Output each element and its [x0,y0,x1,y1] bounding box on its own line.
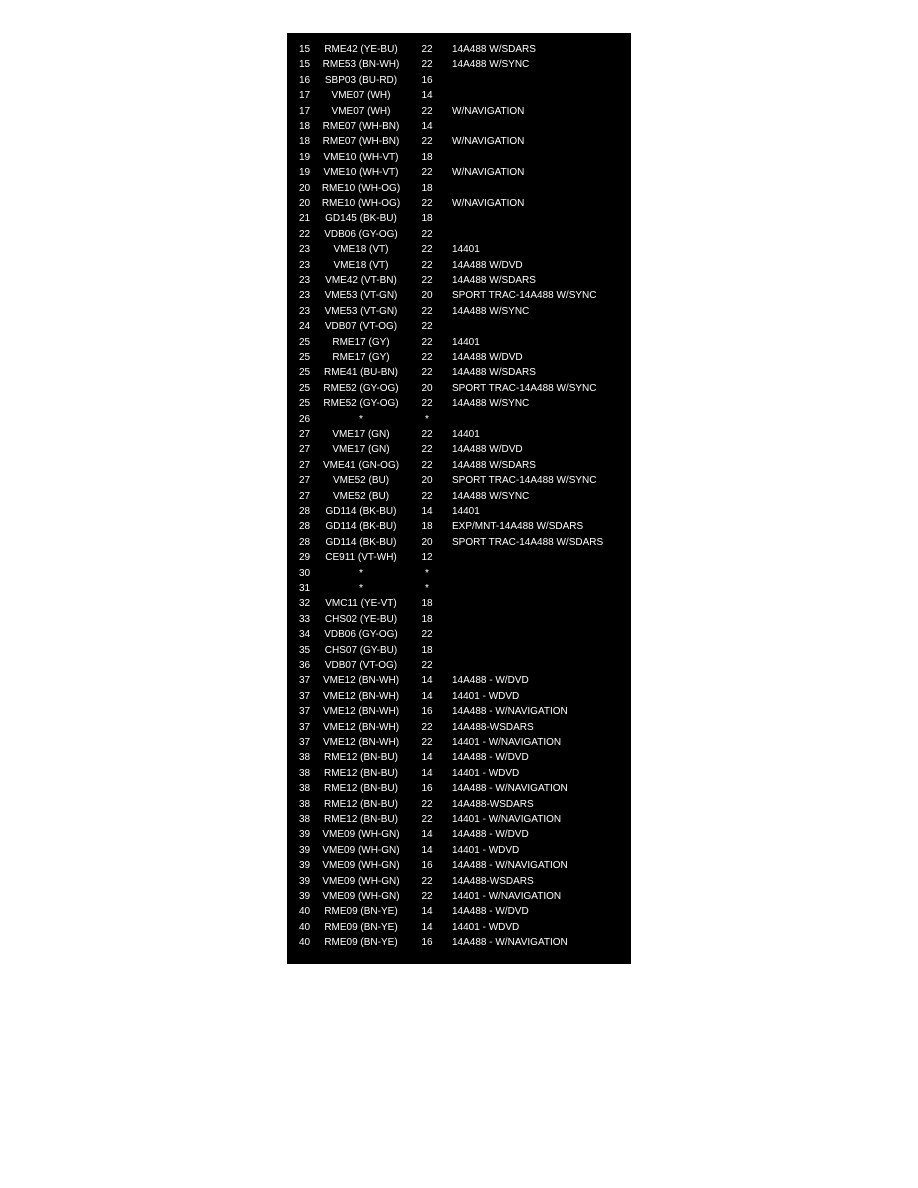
table-row [287,720,631,735]
circuit-cell: RME07 (WH-BN) [322,121,400,132]
pin-number-cell: 27 [299,490,311,502]
table-row [287,273,631,288]
option-cell: 14A488 - W/DVD [452,906,529,918]
option-cell: 14A488 W/SDARS [452,44,536,55]
table-row [287,596,631,611]
wire-gauge-cell: 22 [421,429,433,440]
wire-gauge-cell: * [425,567,429,579]
circuit-cell: VME18 (VT) [333,244,389,256]
wire-gauge-cell: 22 [421,444,433,456]
pin-number-cell: 29 [299,552,311,564]
table-row [287,612,631,627]
table-row [287,134,631,149]
option-cell: 14A488 - W/DVD [452,752,529,764]
pin-number-cell: 40 [299,921,311,933]
option-cell: 14401 - WDVD [452,921,520,933]
pin-number-cell: 37 [299,690,311,702]
pin-number-cell: 20 [299,198,311,209]
circuit-cell: VDB07 (VT-OG) [324,660,398,671]
wire-gauge-cell: 22 [421,814,433,825]
pin-number-cell: 39 [299,891,311,902]
circuit-cell: VME53 (VT-GN) [324,290,398,302]
pin-number-cell: 23 [299,275,311,286]
table-row [287,165,631,180]
circuit-cell: RME10 (WH-OG) [321,182,401,194]
circuit-cell: VME09 (WH-GN) [322,875,400,887]
table-row [287,381,631,396]
circuit-cell: VME53 (VT-GN) [324,305,398,317]
pin-number-cell: 18 [299,136,311,148]
wire-gauge-cell: 20 [421,382,433,394]
option-cell: 14A488 - W/DVD [452,675,529,687]
circuit-cell: VME07 (WH) [331,105,391,117]
pin-number-cell: 32 [299,598,311,610]
pin-number-cell: 34 [299,629,311,641]
wire-gauge-cell: * [425,583,429,594]
circuit-cell: RME12 (BN-BU) [324,783,398,795]
wire-gauge-cell: 18 [421,151,433,163]
wire-gauge-cell: 22 [421,228,433,240]
circuit-cell: CHS07 (GY-BU) [324,644,398,656]
pin-number-cell: 38 [299,752,311,764]
wire-gauge-cell: 20 [421,475,433,487]
wire-gauge-cell: 18 [421,644,433,656]
circuit-cell: VME17 (GN) [332,429,390,440]
circuit-cell: VME07 (WH) [331,90,391,102]
circuit-cell: RME10 (WH-OG) [321,198,401,209]
wire-gauge-cell: 22 [421,721,433,733]
wire-gauge-cell: 14 [421,90,433,102]
pin-number-cell: 40 [299,937,311,949]
table-row [287,458,631,473]
pin-number-cell: 38 [299,814,311,825]
circuit-cell: VME12 (BN-WH) [322,675,400,687]
pin-number-cell: 22 [299,228,311,240]
circuit-cell: RME41 (BU-BN) [324,367,398,379]
table-row [287,519,631,534]
circuit-cell: VMC11 (YE-VT) [325,598,397,610]
circuit-cell: VME10 (WH-VT) [323,167,399,179]
option-cell: 14A488 - W/NAVIGATION [452,783,568,795]
table-row [287,750,631,765]
pin-number-cell: 24 [299,321,311,333]
wire-gauge-cell: 18 [421,182,433,194]
wire-gauge-cell: 22 [421,244,433,256]
circuit-cell: * [359,567,363,579]
pin-number-cell: 33 [299,613,311,625]
circuit-cell: GD114 (BK-BU) [325,506,397,517]
pin-number-cell: 25 [299,382,311,394]
pin-number-cell: 25 [299,336,311,348]
wire-gauge-cell: 22 [421,459,433,471]
table-row [287,704,631,719]
table-row [287,473,631,488]
circuit-cell: VDB06 (GY-OG) [324,228,398,240]
table-row [287,735,631,750]
circuit-cell: VME09 (WH-GN) [322,829,400,841]
wire-gauge-cell: 14 [421,752,433,764]
option-cell: 14401 - W/NAVIGATION [452,891,562,902]
table-row [287,412,631,427]
table-row [287,581,631,596]
circuit-cell: VDB07 (VT-OG) [324,321,398,333]
table-row [287,211,631,226]
option-cell: W/NAVIGATION [452,198,525,209]
pin-number-cell: 27 [299,444,311,456]
table-row [287,889,631,904]
wire-gauge-cell: 18 [421,213,433,225]
table-row [287,42,631,57]
pin-number-cell: 31 [299,583,311,594]
pin-number-cell: 21 [299,213,311,225]
wire-gauge-cell: 12 [421,552,433,564]
option-cell: 14401 - W/NAVIGATION [452,737,562,748]
option-cell: 14401 - W/NAVIGATION [452,814,562,825]
wire-gauge-cell: 22 [421,105,433,117]
wire-gauge-cell: 18 [421,613,433,625]
pin-number-cell: 17 [299,105,311,117]
wire-gauge-cell: 18 [421,521,433,533]
table-row [287,874,631,889]
option-cell: SPORT TRAC-14A488 W/SDARS [452,536,604,548]
table-row [287,104,631,119]
circuit-cell: RME53 (BN-WH) [322,59,400,71]
pin-number-cell: 19 [299,167,311,179]
option-cell: 14A488-WSDARS [452,875,534,887]
option-cell: 14A488 W/DVD [452,259,523,271]
circuit-cell: GD114 (BK-BU) [325,536,397,548]
circuit-cell: VME17 (GN) [332,444,390,456]
pin-number-cell: 28 [299,536,311,548]
wire-gauge-cell: 14 [421,121,433,132]
circuit-cell: * [359,583,363,594]
circuit-cell: VME52 (BU) [332,490,390,502]
circuit-cell: RME12 (BN-BU) [324,752,398,764]
wire-gauge-cell: 22 [421,490,433,502]
circuit-cell: GD145 (BK-BU) [325,213,397,225]
table-row [287,843,631,858]
pin-number-cell: 39 [299,875,311,887]
table-row [287,119,631,134]
wire-gauge-cell: 14 [421,675,433,687]
circuit-cell: VME12 (BN-WH) [322,721,400,733]
table-row [287,319,631,334]
option-cell: 14A488-WSDARS [452,798,534,810]
circuit-cell: VME42 (VT-BN) [325,275,397,286]
wire-gauge-cell: 16 [421,706,433,718]
option-cell: W/NAVIGATION [452,167,525,179]
circuit-cell: RME42 (YE-BU) [324,44,398,55]
circuit-cell: VME09 (WH-GN) [322,844,400,856]
circuit-cell: VME10 (WH-VT) [323,151,399,163]
pin-number-cell: 35 [299,644,311,656]
circuit-cell: RME52 (GY-OG) [323,398,399,410]
table-row [287,550,631,565]
wire-gauge-cell: 22 [421,875,433,887]
pin-number-cell: 38 [299,798,311,810]
pin-number-cell: 15 [299,59,311,71]
wire-gauge-cell: 22 [421,44,433,55]
table-row [287,781,631,796]
pin-number-cell: 23 [299,290,311,302]
wire-gauge-cell: 16 [421,783,433,795]
table-row [287,150,631,165]
wire-gauge-cell: 22 [421,167,433,179]
wire-gauge-cell: 22 [421,367,433,379]
option-cell: 14401 - WDVD [452,690,520,702]
option-cell: 14A488 W/DVD [452,444,523,456]
circuit-cell: SBP03 (BU-RD) [324,74,398,86]
circuit-cell: RME09 (BN-YE) [324,906,398,918]
pin-number-cell: 27 [299,429,311,440]
table-row [287,489,631,504]
wire-gauge-cell: 22 [421,198,433,209]
table-row [287,350,631,365]
pin-number-cell: 27 [299,459,311,471]
wire-gauge-cell: 16 [421,860,433,872]
wire-gauge-cell: 14 [421,690,433,702]
table-row [287,258,631,273]
wire-gauge-cell: 22 [421,398,433,410]
wire-gauge-cell: 22 [421,336,433,348]
circuit-cell: RME12 (BN-BU) [324,814,398,825]
table-row [287,920,631,935]
pin-number-cell: 18 [299,121,311,132]
pin-number-cell: 30 [299,567,311,579]
table-row [287,57,631,72]
option-cell: EXP/MNT-14A488 W/SDARS [452,521,584,533]
circuit-cell: VME12 (BN-WH) [322,690,400,702]
table-row [287,812,631,827]
circuit-cell: VME12 (BN-WH) [322,737,400,748]
table-row [287,935,631,950]
circuit-cell: RME09 (BN-YE) [324,937,398,949]
wire-gauge-cell: 22 [421,798,433,810]
pin-number-cell: 37 [299,675,311,687]
circuit-cell: RME17 (GY) [332,352,390,363]
table-row [287,73,631,88]
table-row [287,181,631,196]
circuit-cell: RME12 (BN-BU) [324,798,398,810]
option-cell: SPORT TRAC-14A488 W/SYNC [452,475,597,487]
table-row [287,904,631,919]
wire-gauge-cell: 22 [421,305,433,317]
table-row [287,288,631,303]
pin-number-cell: 38 [299,783,311,795]
circuit-cell: RME09 (BN-YE) [324,921,398,933]
pin-number-cell: 25 [299,367,311,379]
wire-gauge-cell: 14 [421,844,433,856]
pin-number-cell: 37 [299,721,311,733]
option-cell: 14401 - WDVD [452,844,520,856]
pin-number-cell: 39 [299,829,311,841]
circuit-cell: RME07 (WH-BN) [322,136,400,148]
circuit-cell: RME12 (BN-BU) [324,767,398,779]
option-cell: 14A488 - W/DVD [452,829,529,841]
pin-number-cell: 17 [299,90,311,102]
pin-number-cell: 38 [299,767,311,779]
pin-number-cell: 19 [299,151,311,163]
table-row [287,396,631,411]
circuit-cell: VME41 (GN-OG) [322,459,400,471]
table-row [287,827,631,842]
option-cell: 14A488 - W/NAVIGATION [452,706,568,718]
wire-gauge-cell: 22 [421,891,433,902]
pin-number-cell: 36 [299,660,311,671]
option-cell: 14A488 W/SDARS [452,367,536,379]
circuit-cell: CHS02 (YE-BU) [324,613,398,625]
option-cell: SPORT TRAC-14A488 W/SYNC [452,382,597,394]
wire-gauge-cell: 14 [421,506,433,517]
wire-gauge-cell: 14 [421,906,433,918]
connector-pinout-table [287,33,631,964]
option-cell: W/NAVIGATION [452,105,525,117]
option-cell: 14A488 - W/NAVIGATION [452,937,568,949]
option-cell: 14401 [452,244,480,256]
table-row [287,627,631,642]
table-row [287,504,631,519]
option-cell: 14A488 W/SYNC [452,398,530,410]
circuit-cell: VDB06 (GY-OG) [324,629,398,641]
table-row [287,227,631,242]
option-cell: 14401 - WDVD [452,767,520,779]
table-row [287,858,631,873]
table-row [287,335,631,350]
option-cell: 14401 [452,336,480,348]
circuit-cell: CE911 (VT-WH) [325,552,397,564]
pin-number-cell: 23 [299,244,311,256]
circuit-cell: VME12 (BN-WH) [322,706,400,718]
circuit-cell: VME18 (VT) [333,259,389,271]
wire-gauge-cell: 22 [421,136,433,148]
wire-gauge-cell: 14 [421,767,433,779]
table-row [287,766,631,781]
wire-gauge-cell: 20 [421,536,433,548]
wire-gauge-cell: 22 [421,275,433,286]
wire-gauge-cell: 22 [421,629,433,641]
option-cell: 14A488 W/SYNC [452,59,530,71]
pin-number-cell: 37 [299,706,311,718]
table-row [287,304,631,319]
wire-gauge-cell: 16 [421,74,433,86]
circuit-cell: VME52 (BU) [332,475,390,487]
option-cell: 14401 [452,429,480,440]
wire-gauge-cell: 14 [421,829,433,841]
circuit-cell: RME17 (GY) [332,336,390,348]
table-row [287,643,631,658]
wire-gauge-cell: 18 [421,598,433,610]
wire-gauge-cell: 22 [421,259,433,271]
wire-gauge-cell: 22 [421,352,433,363]
option-cell: 14A488 W/SDARS [452,275,536,286]
table-row [287,535,631,550]
table-row [287,427,631,442]
pin-number-cell: 16 [299,74,311,86]
pin-number-cell: 15 [299,44,311,55]
circuit-cell: RME52 (GY-OG) [323,382,399,394]
circuit-cell: GD114 (BK-BU) [325,521,397,533]
table-row [287,88,631,103]
pin-number-cell: 25 [299,352,311,363]
table-row [287,442,631,457]
circuit-cell: VME09 (WH-GN) [322,860,400,872]
pin-number-cell: 20 [299,182,311,194]
table-row [287,242,631,257]
pin-number-cell: 28 [299,521,311,533]
wire-gauge-cell: 22 [421,737,433,748]
pin-number-cell: 39 [299,860,311,872]
table-row [287,797,631,812]
pin-number-cell: 25 [299,398,311,410]
pin-number-cell: 39 [299,844,311,856]
pin-number-cell: 40 [299,906,311,918]
wire-gauge-cell: 22 [421,660,433,671]
circuit-cell: VME09 (WH-GN) [322,891,400,902]
wire-gauge-cell: 20 [421,290,433,302]
option-cell: W/NAVIGATION [452,136,525,148]
option-cell: SPORT TRAC-14A488 W/SYNC [452,290,597,302]
wire-gauge-cell: 16 [421,937,433,949]
option-cell: 14A488 W/SDARS [452,459,536,471]
pin-number-cell: 28 [299,506,311,517]
table-row [287,689,631,704]
table-row [287,365,631,380]
table-row [287,673,631,688]
option-cell: 14401 [452,506,480,517]
wire-gauge-cell: 22 [421,321,433,333]
pin-number-cell: 26 [299,413,311,425]
table-row [287,196,631,211]
wire-gauge-cell: 22 [421,59,433,71]
wire-gauge-cell: 14 [421,921,433,933]
wire-gauge-cell: * [425,413,429,425]
table-row [287,566,631,581]
table-row [287,658,631,673]
option-cell: 14A488 - W/NAVIGATION [452,860,568,872]
option-cell: 14A488 W/DVD [452,352,523,363]
option-cell: 14A488 W/SYNC [452,490,530,502]
option-cell: 14A488 W/SYNC [452,305,530,317]
circuit-cell: * [359,413,363,425]
pin-number-cell: 27 [299,475,311,487]
pin-number-cell: 23 [299,259,311,271]
pin-number-cell: 23 [299,305,311,317]
pin-number-cell: 37 [299,737,311,748]
option-cell: 14A488-WSDARS [452,721,534,733]
